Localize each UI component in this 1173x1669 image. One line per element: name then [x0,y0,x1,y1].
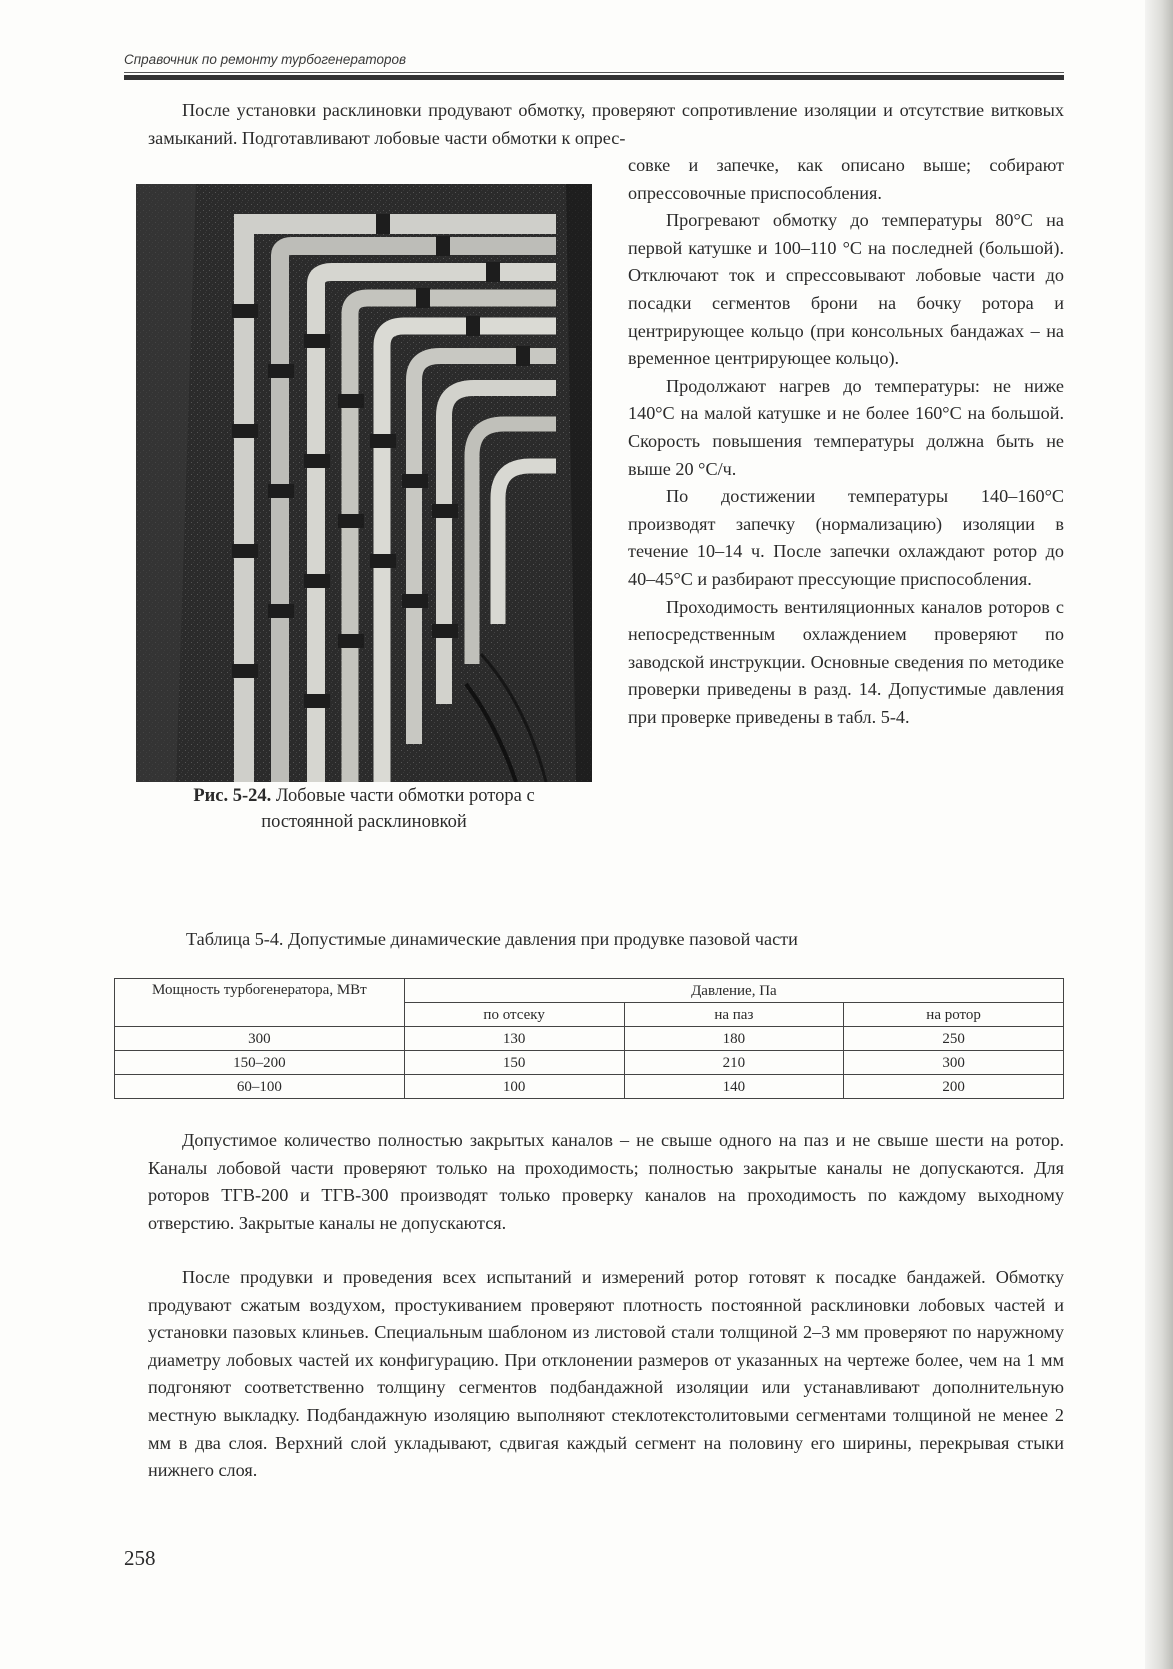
table-title: Таблица 5-4. Допустимые динамические давления при продувке пазовой части [186,929,798,949]
cell-slot: 210 [624,1051,844,1075]
right-paragraph-5: Проходимость вентиляционных каналов роторов с непосредственным охлаждением проверяют по заводской инструкции. Основные сведения по методике проверки приведены в разд. 14. Допустимые давления при проверке приведены в табл. 5-4. [628,596,1064,727]
cell-power: 300 [115,1027,405,1051]
figure-rotor-end-winding-photo [136,184,592,782]
cell-slot: 140 [624,1075,844,1099]
figure-label: Рис. 5-24. [193,786,272,806]
page-number: 258 [124,1546,156,1570]
figure-caption-text: Лобовые части обмотки ротора с постоянной расклиновкой [261,786,535,832]
body-paragraph-1: Допустимое количество полностью закрытых каналов – не свыше одного на паз и не свыше шести на ротор. Каналы лобовой части проверяют только на проходимость; полностью закрытые каналы не допускаются. Для роторов ТГВ-200 и ТГВ-300 производят только проверку каналов на проходимость по каждому выходному отверстию. Закрытые каналы не допускаются. [148,1130,1064,1233]
cell-rotor: 300 [844,1051,1064,1075]
pressure-table [114,978,1064,1099]
body-paragraph-2: После продувки и проведения всех испытаний и измерений ротор готовят к посадке бандажей. Обмотку продувают сжатым воздухом, простукиванием проверяют плотность постоянной расклиновки лобовых частей и установки пазовых клиньев. Специальным шаблоном из листовой стали толщиной 2–3 мм проверяют по наружному диаметру лобовых частей их конфигурацию. При отклонении размеров от указанных на чертеже более, чем на 1 мм подгоняют соответственно толщину сегментов подбандажной изоляции или устанавливают дополнительную местную выкладку. Подбандажную изоляцию выполняют стеклотекстолитовыми сегментами толщиной не менее 2 мм в два слоя. Верхний слой укладывают, сдвигая каждый сегмент на половину его ширины, перекрывая стыки нижнего слоя. [148,1267,1064,1481]
subheader-compartment: по отсеку [404,1003,624,1027]
subheader-slot: на паз [624,1003,844,1027]
pressure-column-header: Давление, Па [404,979,1063,1003]
cell-slot: 180 [624,1027,844,1051]
power-column-header: Мощность турбогенератора, МВт [115,979,405,1027]
cell-rotor: 200 [844,1075,1064,1099]
cell-rotor: 250 [844,1027,1064,1051]
header-rule [124,72,1064,73]
rotor-winding-illustration [136,184,592,782]
right-column-text [628,152,1064,731]
cell-power: 150–200 [115,1051,405,1075]
table-row [115,1051,1064,1075]
cell-power: 60–100 [115,1075,405,1099]
right-paragraph-4: По достижении температуры 140–160°С производят запечку (нормализацию) изоляции в течение 10–14 ч. После запечки охлаждают ротор до 40–45°С и разбирают прессующие приспособления. [628,486,1064,589]
right-paragraph-1: совке и запечке, как описано выше; собирают опрессовочные приспособления. [628,155,1064,203]
header-rule-thick [124,75,1064,80]
table-row [115,1027,1064,1051]
table-row [115,1075,1064,1099]
running-head: Справочник по ремонту турбогенераторов [124,52,407,67]
figure-caption [160,783,568,835]
intro-paragraph: После установки расклиновки продувают обмотку, проверяют сопротивление изоляции и отсутствие витковых замыканий. Подготавливают лобовые части обмотки к опрес- [148,100,1064,148]
right-paragraph-2: Прогревают обмотку до температуры 80°С на первой катушке и 100–110 °С на последней (большой). Отключают ток и спрессовывают лобовые части до посадки сегментов брони на бочку ротора и центрирующее кольцо (при консольных бандажах – на временное центрирующее кольцо). [628,210,1064,369]
cell-compartment: 150 [404,1051,624,1075]
page-binding-edge [1145,0,1173,1669]
right-paragraph-3: Продолжают нагрев до температуры: не ниже 140°С на малой катушке и не более 160°С на большой. Скорость повышения температуры должна быть не выше 20 °С/ч. [628,375,1064,479]
table-header-row [115,979,1064,1003]
cell-compartment: 130 [404,1027,624,1051]
cell-compartment: 100 [404,1075,624,1099]
subheader-rotor: на ротор [844,1003,1064,1027]
